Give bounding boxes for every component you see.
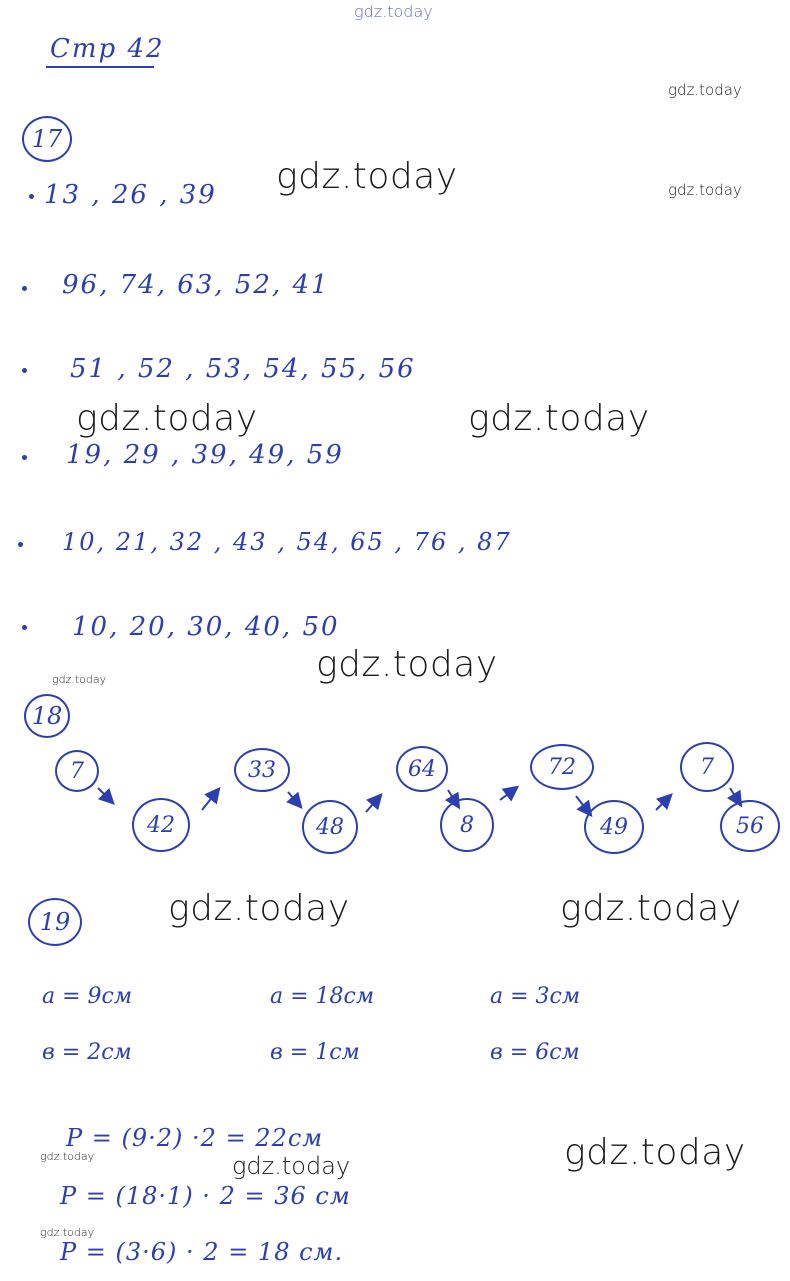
task-number-19: 19	[28, 898, 82, 946]
sequence-row-2: 96, 74, 63, 52, 41	[62, 270, 330, 300]
arrow-down-icon	[288, 792, 300, 806]
chain-node: 48	[302, 800, 358, 854]
chain-node: 7	[55, 750, 99, 792]
side-b-2: в = 1см	[270, 1040, 360, 1065]
chain-node: 56	[720, 800, 780, 852]
watermark: gdz.today	[468, 398, 650, 439]
watermark: gdz.today	[52, 673, 107, 686]
watermark: gdz.today	[76, 398, 258, 439]
side-a-1: a = 9см	[42, 984, 133, 1009]
task-number-18: 18	[24, 694, 70, 738]
task-number-17: 17	[22, 116, 72, 162]
chain-node: 7	[680, 742, 734, 792]
watermark: gdz.today	[316, 644, 498, 685]
chain-node: 33	[234, 748, 290, 792]
arrow-down-icon	[576, 796, 590, 814]
side-b-3: в = 6см	[490, 1040, 580, 1065]
page-label: Стр 42	[50, 34, 165, 64]
watermark: gdz.today	[276, 156, 458, 197]
side-b-1: в = 2см	[42, 1040, 132, 1065]
arrow-up-icon	[202, 790, 218, 810]
chain-node: 72	[530, 744, 594, 790]
chain-node: 42	[132, 798, 190, 852]
arrow-down-icon	[448, 790, 458, 806]
watermark: gdz.today	[40, 1150, 95, 1163]
watermark-top: gdz.today	[354, 2, 433, 21]
side-a-2: a = 18см	[270, 984, 375, 1009]
side-a-3: a = 3см	[490, 984, 581, 1009]
chain-node: 49	[584, 800, 644, 854]
sequence-row-3: 51 , 52 , 53, 54, 55, 56	[70, 354, 416, 384]
watermark: gdz.today	[232, 1152, 351, 1180]
sequence-row-4: 19, 29 , 39, 49, 59	[66, 440, 344, 470]
watermark: gdz.today	[40, 1226, 95, 1239]
sequence-row-5: 10, 21, 32 , 43 , 54, 65 , 76 , 87	[62, 528, 512, 556]
arrow-down-icon	[98, 788, 112, 802]
sequence-row-1: 13 , 26 , 39	[44, 180, 217, 210]
perimeter-2: P = (18·1) · 2 = 36 см	[60, 1182, 351, 1210]
arrow-up-icon	[500, 788, 516, 800]
perimeter-3: P = (3·6) · 2 = 18 см.	[60, 1238, 344, 1266]
watermark: gdz.today	[564, 1132, 746, 1173]
chain-node: 64	[396, 746, 448, 792]
watermark: gdz.today	[560, 888, 742, 929]
arrow-up-icon	[366, 796, 380, 812]
chain-node: 8	[440, 798, 494, 852]
perimeter-1: P = (9·2) ·2 = 22см	[66, 1124, 324, 1152]
arrow-up-icon	[656, 796, 670, 810]
watermark: gdz.today	[668, 81, 742, 99]
watermark: gdz.today	[668, 181, 742, 199]
arrow-down-icon	[730, 788, 740, 804]
sequence-row-6: 10, 20, 30, 40, 50	[72, 612, 340, 642]
watermark: gdz.today	[168, 888, 350, 929]
